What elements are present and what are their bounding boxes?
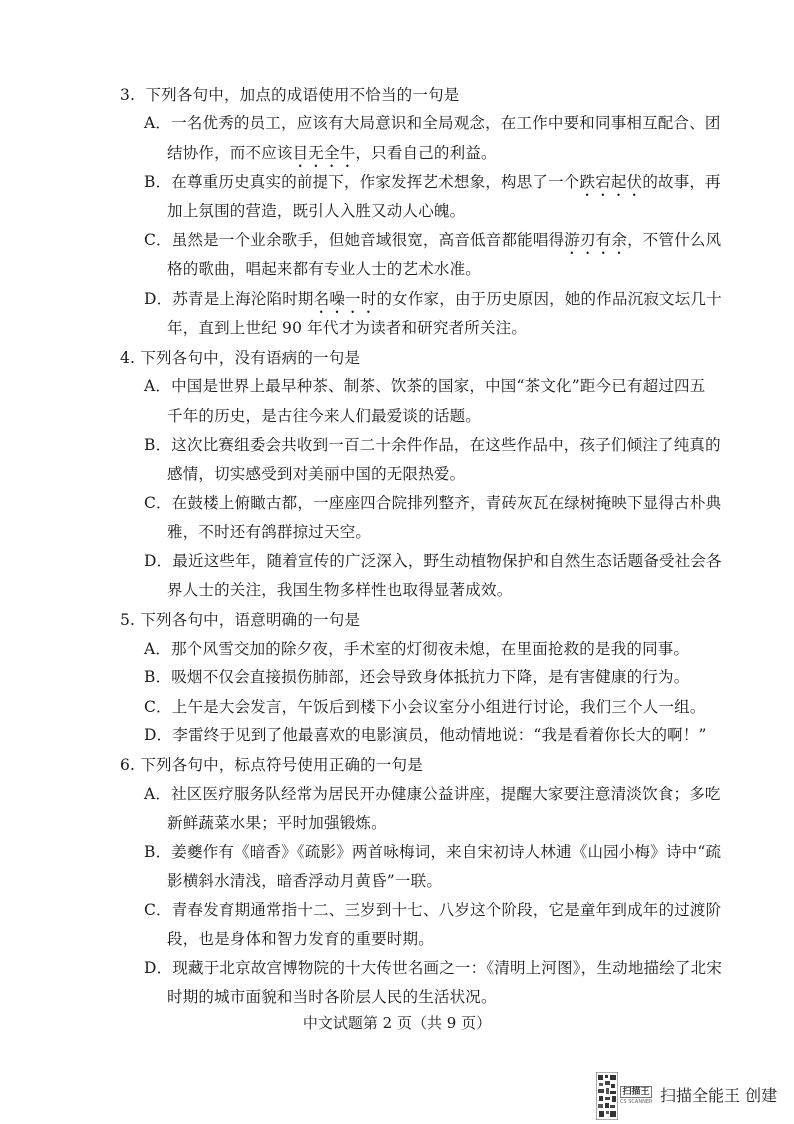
q4-option-b-cont: 感情，切实感受到对美丽中国的无限热爱。 [167, 465, 466, 483]
q3-option-a: A．一名优秀的员工，应该有大局意识和全局观念，在工作中要和同事相互配合、团 [144, 114, 721, 132]
q3-option-b: B．在尊重历史真实的前提下，作家发挥艺术想象，构思了一个跌宕起伏的故事，再 [144, 173, 721, 191]
question-3-stem: 3. 下列各句中，加点的成语使用不恰当的一句是 [120, 86, 460, 104]
scanner-label: 扫描全能王 创建 [660, 1086, 778, 1105]
q6-option-c-cont: 段，也是身体和智力发育的重要时期。 [167, 930, 434, 948]
q6-option-b: B．姜夔作有《暗香》《疏影》两首咏梅词，来自宋初诗人林逋《山园小梅》诗中“疏 [144, 843, 722, 861]
q5-option-a: A．那个风雪交加的除夕夜，手术室的灯彻夜未熄，在里面抢救的是我的同事。 [144, 640, 690, 658]
emphasized-idiom: 游刃有余 [564, 231, 628, 249]
scanner-watermark [596, 1072, 777, 1120]
q5-option-b: B．吸烟不仅会直接损伤肺部，还会导致身体抵抗力下降，是有害健康的行为。 [144, 668, 690, 686]
emphasized-idiom: 名噪一时 [313, 290, 377, 308]
q6-option-a-cont: 新鲜蔬菜水果；平时加强锻炼。 [167, 814, 387, 832]
scanner-logo-text: 扫描王 [620, 1086, 652, 1098]
emphasized-idiom: 跌宕起伏 [579, 173, 643, 191]
q6-option-c: C．青春发育期通常指十二、三岁到十七、八岁这个阶段，它是童年到成年的过渡阶 [144, 901, 722, 919]
question-6-stem: 6. 下列各句中，标点符号使用正确的一句是 [120, 756, 423, 774]
q3-option-c-cont: 格的歌曲，唱起来都有专业人士的艺术水准。 [167, 260, 482, 278]
q4-option-d-cont: 界人士的关注，我国生物多样性也取得显著成效。 [167, 581, 513, 599]
q5-option-c: C．上午是大会发言，午饭后到楼下小会议室分小组进行讨论，我们三个人一组。 [144, 698, 706, 716]
question-4-stem: 4. 下列各句中，没有语病的一句是 [120, 349, 361, 367]
q4-option-a-cont: 千年的历史，是古往今来人们最爱谈的话题。 [167, 407, 482, 425]
q4-option-b: B．这次比赛组委会共收到一百二十余件作品，在这些作品中，孩子们倾注了纯真的 [144, 436, 721, 454]
qr-code-icon [596, 1072, 618, 1120]
q4-option-a: A．中国是世界上最早种茶、制茶、饮茶的国家，中国“茶文化”距今已有超过四五 [144, 377, 706, 395]
q4-option-c: C．在鼓楼上俯瞰古都，一座座四合院排列整齐，青砖灰瓦在绿树掩映下显得古朴典 [144, 494, 722, 512]
scanner-logo-subtext: CS SCANNER [620, 1099, 653, 1105]
emphasized-idiom: 目无全牛 [292, 144, 356, 162]
q3-option-d: D．苏青是上海沦陷时期名噪一时的女作家，由于历史原因，她的作品沉寂文坛几十 [144, 290, 722, 308]
scanner-logo [620, 1078, 656, 1114]
q4-option-d: D．最近这些年，随着宣传的广泛深入，野生动植物保护和自然生态话题备受社会各 [144, 552, 722, 570]
q3-option-c: C．虽然是一个业余歌手，但她音域很宽，高音低音都能唱得游刃有余，不管什么风 [144, 231, 722, 249]
q5-option-d: D．李雷终于见到了他最喜欢的电影演员，他动情地说：“我是看着你长大的啊！” [144, 726, 707, 744]
q3-option-b-cont: 加上氛围的营造，既引人入胜又动人心魄。 [167, 202, 466, 220]
q3-option-a-cont: 结协作，而不应该目无全牛，只看自己的利益。 [167, 144, 497, 162]
page-footer: 中文试题第 2 页（共 9 页） [302, 1014, 492, 1032]
q6-option-a: A．社区医疗服务队经常为居民开办健康公益讲座，提醒大家要注意清淡饮食；多吃 [144, 785, 721, 803]
q3-option-d-cont: 年，直到上世纪 90 年代才为读者和研究者所关注。 [167, 319, 528, 337]
q4-option-c-cont: 雅，不时还有鸽群掠过天空。 [167, 523, 372, 541]
q6-option-b-cont: 影横斜水清浅，暗香浮动月黄昏”一联。 [167, 872, 443, 890]
question-5-stem: 5. 下列各句中，语意明确的一句是 [120, 611, 361, 629]
q6-option-d: D．现藏于北京故宫博物院的十大传世名画之一：《清明上河图》，生动地描绘了北宋 [144, 959, 723, 977]
q6-option-d-cont: 时期的城市面貌和当时各阶层人民的生活状况。 [167, 988, 497, 1006]
